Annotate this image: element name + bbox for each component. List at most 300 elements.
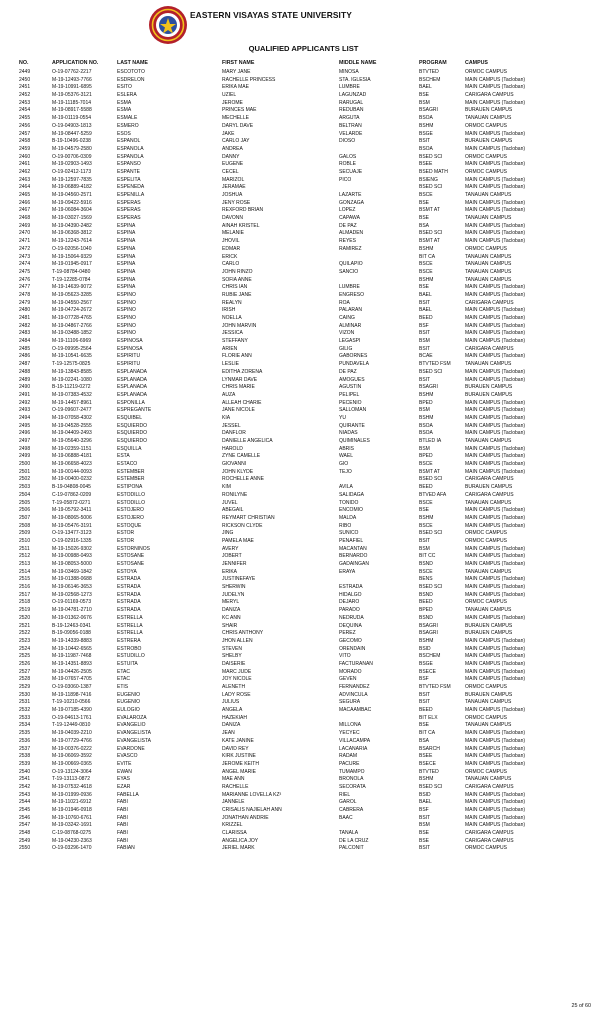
cell-middle-name: CABRERA — [339, 807, 364, 813]
table-row — [0, 707, 607, 715]
cell-no: 2450 — [19, 76, 31, 83]
cell-campus: MAIN CAMPUS (Tacloban) — [465, 407, 526, 414]
cell-no: 2520 — [19, 614, 31, 621]
cell-program: BPED — [419, 453, 433, 460]
cell-last-name: ESPENEDA — [117, 184, 145, 191]
cell-first-name: LADY ROSE — [222, 691, 251, 698]
cell-campus: MAIN CAMPUS (Tacloban) — [465, 576, 526, 583]
cell-application-no: M-19-14351-8893 — [52, 660, 92, 667]
cell-last-name: ESTRADA — [117, 599, 141, 606]
cell-campus: MAIN CAMPUS (Tacloban) — [465, 99, 526, 106]
table-row — [0, 438, 607, 446]
cell-no: 2507 — [19, 514, 31, 521]
cell-no: 2463 — [19, 176, 31, 183]
cell-application-no: O-19-04903-1813 — [52, 122, 92, 129]
cell-no: 2452 — [19, 92, 31, 99]
cell-no: 2487 — [19, 361, 31, 368]
cell-program: BSMT AT — [419, 468, 440, 475]
cell-first-name: KIA — [222, 414, 231, 421]
cell-application-no: M-19-03488-1852 — [52, 330, 92, 337]
document-title: QUALIFIED APPLICANTS LIST — [248, 44, 359, 53]
cell-first-name: ABEGAIL — [222, 507, 244, 514]
cell-last-name: ESMERO — [117, 122, 139, 129]
table-row — [0, 131, 607, 139]
cell-middle-name: TAÑALA — [339, 830, 359, 837]
cell-first-name: CHRIS IAN — [222, 284, 248, 291]
table-row — [0, 415, 607, 423]
cell-application-no: T-19-12285-0784 — [52, 276, 91, 283]
cell-application-no: M-19-14457-8961 — [52, 399, 92, 406]
cell-application-no: O-19-13124-3064 — [52, 768, 92, 775]
cell-no: 2489 — [19, 376, 31, 383]
cell-program: BSIENG — [419, 176, 438, 183]
cell-program: BSCHEM — [419, 653, 441, 660]
cell-application-no: C-19-08768-0275 — [52, 830, 92, 837]
cell-program: BSHM — [419, 776, 434, 783]
cell-no: 2459 — [19, 145, 31, 152]
cell-campus: ORMOC CAMPUS — [465, 69, 507, 75]
cell-last-name: EULOGIO — [117, 707, 140, 714]
table-row — [0, 430, 607, 438]
cell-middle-name: PEREZ — [339, 630, 356, 637]
cell-application-no: M-19-11021-6912 — [52, 799, 92, 806]
cell-first-name: JOY NICOLE — [222, 676, 252, 683]
cell-last-name: ESCOTOTO — [117, 69, 145, 75]
cell-program: BSND — [419, 614, 433, 621]
cell-application-no: M-19-07657-4705 — [52, 676, 92, 683]
table-row — [0, 515, 607, 523]
cell-last-name: ESPINOSA — [117, 345, 143, 352]
table-row — [0, 661, 607, 669]
cell-campus: ORMOC CAMPUS — [465, 168, 507, 175]
cell-application-no: M-19-11898-7416 — [52, 691, 92, 698]
cell-middle-name: HIDALGO — [339, 591, 362, 598]
cell-campus: MAIN CAMPUS (Tacloban) — [465, 807, 526, 813]
cell-application-no: M-19-04781-2710 — [52, 607, 92, 614]
cell-middle-name: MACANTAN — [339, 545, 367, 552]
table-row — [0, 699, 607, 707]
cell-program: BTVED AFA — [419, 491, 447, 498]
cell-middle-name: ALMINAR — [339, 322, 362, 329]
cell-last-name: ESPERAS — [117, 199, 141, 206]
table-row — [0, 569, 607, 577]
cell-program: BCAE — [419, 353, 433, 360]
cell-middle-name: LOPEZ — [339, 207, 356, 214]
cell-last-name: ESPINA — [117, 238, 136, 245]
table-row — [0, 292, 607, 300]
cell-middle-name: ESTRADA — [339, 584, 363, 591]
cell-middle-name: REYES — [339, 238, 356, 245]
cell-middle-name: MORADO — [339, 668, 362, 675]
cell-program: BSCE — [419, 192, 433, 198]
cell-application-no: M-19-02241-1080 — [52, 376, 92, 383]
cell-middle-name: LEGASPI — [339, 338, 361, 345]
cell-no: 2464 — [19, 184, 31, 191]
cell-program: BPED — [419, 399, 433, 406]
cell-last-name: ESPINA — [117, 253, 136, 260]
cell-application-no: M-19-00988-0493 — [52, 553, 92, 560]
cell-last-name: ESTOR — [117, 530, 135, 537]
cell-no: 2477 — [19, 284, 31, 291]
table-row — [0, 453, 607, 461]
cell-last-name: ESOS — [117, 130, 131, 137]
cell-application-no: O-19-04613-1761 — [52, 714, 92, 721]
cell-application-no: M-19-05376-3121 — [52, 92, 92, 99]
table-row — [0, 323, 607, 331]
cell-last-name: ESPINA — [117, 245, 136, 252]
cell-first-name: REYMART CHRISTIAN — [222, 514, 275, 521]
cell-application-no: M-19-12493-7766 — [52, 76, 92, 83]
cell-middle-name: RADAM — [339, 753, 358, 760]
cell-program: BAEL — [419, 291, 432, 298]
cell-campus: CARIGARA CAMPUS — [465, 345, 514, 352]
table-row — [0, 738, 607, 746]
cell-last-name: ESTOR — [117, 537, 135, 544]
cell-first-name: REALYN — [222, 299, 242, 306]
cell-first-name: CARLO JAY — [222, 138, 250, 145]
cell-application-no: M-19-04230-2363 — [52, 837, 92, 844]
cell-last-name: ESPLANADA — [117, 368, 148, 375]
cell-campus: MAIN CAMPUS (Tacloban) — [465, 315, 526, 321]
cell-middle-name: PENAFIEL — [339, 537, 364, 544]
cell-program: BSHM — [419, 637, 434, 644]
cell-first-name: ANDREA — [222, 145, 243, 152]
cell-application-no: T-19-12575-0825 — [52, 361, 91, 368]
cell-first-name: JENNIFER — [222, 561, 247, 567]
cell-first-name: AVERY — [222, 545, 239, 552]
cell-middle-name: SUNICO — [339, 530, 359, 537]
cell-first-name: STEVEN — [222, 645, 243, 652]
cell-program: BSM — [419, 445, 430, 452]
cell-no: 2471 — [19, 238, 31, 245]
cell-first-name: DANIELLE ANGELICA — [222, 438, 273, 444]
cell-first-name: KIM — [222, 484, 231, 491]
cell-last-name: ESTOQUE — [117, 522, 142, 529]
table-row — [0, 384, 607, 392]
cell-no: 2486 — [19, 353, 31, 360]
cell-campus: MAIN CAMPUS (Tacloban) — [465, 545, 526, 552]
cell-first-name: JHOVIL — [222, 238, 240, 245]
cell-last-name: ESTORNINOS — [117, 545, 150, 552]
cell-application-no: M-19-07058-4302 — [52, 414, 92, 421]
cell-application-no: M-19-10760-6761 — [52, 814, 92, 821]
cell-program: BSED SCI — [419, 584, 443, 591]
cell-application-no: M-19-06084-3604 — [52, 207, 92, 214]
cell-first-name: SHAIR — [222, 622, 238, 629]
cell-program: BSEE — [419, 753, 433, 760]
cell-no: 2476 — [19, 276, 31, 283]
table-row — [0, 284, 607, 292]
cell-campus: MAIN CAMPUS (Tacloban) — [465, 637, 526, 644]
table-row — [0, 177, 607, 185]
cell-campus: CARIGARA CAMPUS — [465, 491, 514, 498]
cell-no: 2460 — [19, 153, 31, 160]
cell-campus: MAIN CAMPUS (Tacloban) — [465, 353, 526, 360]
cell-last-name: ESPAÑOLA — [117, 145, 144, 152]
cell-middle-name: GALOS — [339, 153, 357, 160]
cell-campus: MAIN CAMPUS (Tacloban) — [465, 707, 526, 714]
cell-no: 2517 — [19, 591, 31, 598]
table-row — [0, 553, 607, 561]
cell-first-name: CHRIS MARIE — [222, 384, 255, 391]
cell-first-name: EDMAR — [222, 245, 241, 252]
cell-first-name: DANIZA — [222, 722, 241, 729]
table-row — [0, 200, 607, 208]
column-header-application-no: APPLICATION NO. — [52, 60, 99, 66]
cell-middle-name: VILLACAMPA — [339, 737, 371, 744]
cell-application-no: M-19-10442-6565 — [52, 645, 92, 652]
cell-last-name: ESPINO — [117, 291, 136, 298]
cell-last-name: ESTODILLO — [117, 499, 145, 506]
table-row — [0, 646, 607, 654]
cell-first-name: AINAH KRISTEL — [222, 222, 260, 229]
cell-campus: TANAUAN CAMPUS — [465, 215, 512, 222]
university-name: EASTERN VISAYAS STATE UNIVERSITY — [190, 10, 352, 20]
cell-first-name: CRISALIS NAJIELAH ANN — [222, 807, 282, 813]
cell-campus: TANAUAN CAMPUS — [465, 568, 512, 575]
table-row — [0, 630, 607, 638]
cell-middle-name: ALMADEN — [339, 230, 364, 237]
table-row — [0, 146, 607, 154]
cell-program: BEED — [419, 315, 433, 321]
applicants-table-body — [0, 69, 607, 853]
cell-middle-name: PARADO — [339, 607, 360, 614]
cell-campus: CARIGARA CAMPUS — [465, 92, 514, 99]
cell-no: 2547 — [19, 822, 31, 829]
cell-first-name: RUBIE JANE — [222, 291, 252, 298]
cell-last-name: ESQUIERDO — [117, 438, 148, 444]
cell-first-name: JOHN MARVIN — [222, 322, 257, 329]
cell-last-name: ESTRELLA — [117, 622, 143, 629]
cell-middle-name: GAROL — [339, 799, 357, 806]
cell-application-no: M-19-01119-0554 — [52, 115, 92, 122]
cell-first-name: DANNY — [222, 153, 240, 160]
cell-campus: ORMOC CAMPUS — [465, 684, 507, 690]
table-row — [0, 838, 607, 846]
cell-no: 2467 — [19, 207, 31, 214]
cell-application-no: O-19-01169-0573 — [52, 599, 92, 606]
cell-first-name: LESLIE — [222, 361, 239, 368]
cell-last-name: ESTUITA — [117, 660, 138, 667]
cell-no: 2546 — [19, 814, 31, 821]
table-row — [0, 115, 607, 123]
cell-no: 2537 — [19, 745, 31, 752]
cell-last-name: ESTOSANE — [117, 561, 145, 567]
cell-first-name: JOHN RINZO — [222, 268, 253, 275]
cell-last-name: ESDRELON — [117, 76, 145, 83]
cell-no: 2465 — [19, 192, 31, 198]
cell-last-name: ETAC — [117, 676, 130, 683]
cell-campus: MAIN CAMPUS (Tacloban) — [465, 207, 526, 214]
cell-program: BSOA — [419, 430, 433, 437]
cell-first-name: DAVID REY — [222, 745, 249, 752]
cell-program: BIT CC — [419, 553, 436, 560]
cell-program: BSM — [419, 407, 430, 414]
cell-no: 2482 — [19, 322, 31, 329]
cell-no: 2496 — [19, 430, 31, 437]
cell-campus: MAIN CAMPUS (Tacloban) — [465, 222, 526, 229]
cell-application-no: M-19-04426-2505 — [52, 668, 92, 675]
cell-program: BSEE — [419, 161, 433, 168]
table-row — [0, 615, 607, 623]
cell-program: BSOA — [419, 422, 433, 429]
cell-no: 2493 — [19, 407, 31, 414]
cell-campus: ORMOC CAMPUS — [465, 530, 507, 537]
cell-last-name: ESITO — [117, 84, 132, 91]
cell-middle-name: MACAAMBAC — [339, 707, 372, 714]
cell-last-name: ESPIRITU — [117, 353, 141, 360]
cell-first-name: UZIEL — [222, 92, 237, 99]
cell-campus: MAIN CAMPUS (Tacloban) — [465, 291, 526, 298]
cell-application-no: M-19-00669-0365 — [52, 760, 92, 767]
cell-program: BSIT — [419, 345, 431, 352]
cell-application-no: T-19-08784-0480 — [52, 268, 91, 275]
cell-no: 2518 — [19, 599, 31, 606]
cell-no: 2466 — [19, 199, 31, 206]
cell-program: BSE — [419, 722, 430, 729]
column-header-campus: CAMPUS — [465, 60, 488, 66]
cell-first-name: ALLEAH CHARIE — [222, 399, 262, 406]
cell-campus: MAIN CAMPUS (Tacloban) — [465, 745, 526, 752]
cell-middle-name: CAPAWA — [339, 215, 360, 222]
cell-program: BSED SCI — [419, 783, 443, 790]
cell-program: BTVTED — [419, 768, 439, 775]
column-header-last-name: LAST NAME — [117, 60, 148, 66]
cell-last-name: ETIS — [117, 684, 129, 690]
cell-middle-name: YECYEC — [339, 730, 360, 737]
cell-first-name: CECEL — [222, 168, 239, 175]
cell-campus: BURAUEN CAMPUS — [465, 691, 513, 698]
cell-last-name: ESPANTE — [117, 168, 140, 175]
cell-middle-name: TUMAMPO — [339, 768, 365, 775]
cell-last-name: EVANGELISTA — [117, 730, 151, 737]
cell-middle-name: DIOSO — [339, 138, 356, 145]
cell-no: 2522 — [19, 630, 31, 637]
cell-last-name: ETAC — [117, 668, 130, 675]
table-row — [0, 192, 607, 200]
cell-campus: MAIN CAMPUS (Tacloban) — [465, 791, 526, 798]
cell-campus: TANAUAN CAMPUS — [465, 607, 512, 614]
table-row — [0, 400, 607, 408]
cell-program: BSED SCI — [419, 153, 443, 160]
cell-program: BSHM — [419, 514, 434, 521]
cell-campus: MAIN CAMPUS (Tacloban) — [465, 376, 526, 383]
cell-first-name: JANE NICOLE — [222, 407, 255, 414]
cell-last-name: ESTROBO — [117, 645, 142, 652]
cell-program: BSM — [419, 545, 430, 552]
table-row — [0, 653, 607, 661]
cell-campus: MAIN CAMPUS (Tacloban) — [465, 561, 526, 567]
cell-no: 2538 — [19, 753, 31, 760]
table-row — [0, 230, 607, 238]
table-row — [0, 469, 607, 477]
cell-last-name: FABI — [117, 814, 128, 821]
table-row — [0, 799, 607, 807]
cell-application-no: M-19-07728-4765 — [52, 315, 92, 321]
cell-no: 2508 — [19, 522, 31, 529]
cell-application-no: M-19-11106-6969 — [52, 338, 92, 345]
table-row — [0, 169, 607, 177]
cell-program: BSA — [419, 737, 430, 744]
cell-first-name: MARIANNE LOVELLA KZ³ — [222, 791, 282, 798]
cell-campus: CARIGARA CAMPUS — [465, 476, 514, 483]
table-row — [0, 753, 607, 761]
table-row — [0, 584, 607, 592]
cell-last-name: ESTRERA — [117, 637, 141, 644]
cell-last-name: ESTIPONA — [117, 484, 143, 491]
cell-first-name: EDITHA ZORENA — [222, 368, 263, 375]
cell-program: BSED SCI — [419, 476, 443, 483]
cell-no: 2542 — [19, 783, 31, 790]
cell-first-name: JOBERT — [222, 553, 242, 560]
table-row — [0, 623, 607, 631]
cell-campus: MAIN CAMPUS (Tacloban) — [465, 799, 526, 806]
cell-no: 2472 — [19, 245, 31, 252]
cell-campus: MAIN CAMPUS (Tacloban) — [465, 737, 526, 744]
cell-program: BSE — [419, 284, 430, 291]
cell-application-no: M-19-14639-9072 — [52, 284, 92, 291]
cell-first-name: KRIZZEL — [222, 822, 243, 829]
cell-campus: TANAUAN CAMPUS — [465, 253, 512, 260]
cell-first-name: RICKSON CLYDE — [222, 522, 263, 529]
cell-campus: MAIN CAMPUS (Tacloban) — [465, 338, 526, 345]
cell-first-name: KIRK JUSTINE — [222, 753, 256, 760]
cell-last-name: ESTRADA — [117, 607, 141, 614]
cell-no: 2499 — [19, 453, 31, 460]
cell-last-name: ESPANSO — [117, 161, 141, 168]
cell-middle-name: ARGUTA — [339, 115, 360, 122]
cell-no: 2550 — [19, 845, 31, 852]
cell-program: BSIT — [419, 299, 431, 306]
cell-last-name: EUGENIO — [117, 699, 141, 706]
cell-campus: CARIGARA CAMPUS — [465, 837, 514, 844]
cell-middle-name: BELTRAN — [339, 122, 362, 129]
table-row — [0, 392, 607, 400]
table-row — [0, 746, 607, 754]
cell-first-name: ERICK — [222, 253, 238, 260]
table-row — [0, 423, 607, 431]
cell-first-name: NOELLA — [222, 315, 242, 321]
cell-first-name: HAZEKIAH — [222, 714, 248, 721]
cell-no: 2475 — [19, 268, 31, 275]
cell-application-no: O-19-02412-1173 — [52, 168, 92, 175]
cell-last-name: ESPERAS — [117, 215, 141, 222]
cell-program: BSF — [419, 676, 429, 683]
cell-application-no: O-19-02056-1040 — [52, 245, 92, 252]
cell-last-name: FABI — [117, 822, 128, 829]
cell-middle-name: DEJARO — [339, 599, 360, 606]
cell-application-no: O-19-09607-2477 — [52, 407, 92, 414]
cell-first-name: JAKE — [222, 130, 235, 137]
cell-last-name: ESPAÑOLA — [117, 153, 144, 160]
cell-program: BTLED IA — [419, 438, 442, 444]
cell-first-name: DANFLOR — [222, 430, 246, 437]
cell-middle-name: BAAC — [339, 814, 353, 821]
cell-no: 2534 — [19, 722, 31, 729]
cell-first-name: JUVEL — [222, 499, 238, 506]
cell-program: BSIT — [419, 691, 431, 698]
cell-no: 2540 — [19, 768, 31, 775]
cell-first-name: RACHELLE PRINCESS — [222, 76, 276, 83]
cell-first-name: MARY JANE — [222, 69, 251, 75]
cell-program: BSAGRI — [419, 107, 438, 114]
cell-campus: MAIN CAMPUS (Tacloban) — [465, 676, 526, 683]
cell-application-no: M-19-00400-0232 — [52, 476, 92, 483]
cell-middle-name: MALDA — [339, 514, 357, 521]
cell-program: BTVTED FSM — [419, 361, 451, 368]
cell-last-name: ESTOJERO — [117, 514, 144, 521]
cell-last-name: EVANGELIO — [117, 722, 146, 729]
